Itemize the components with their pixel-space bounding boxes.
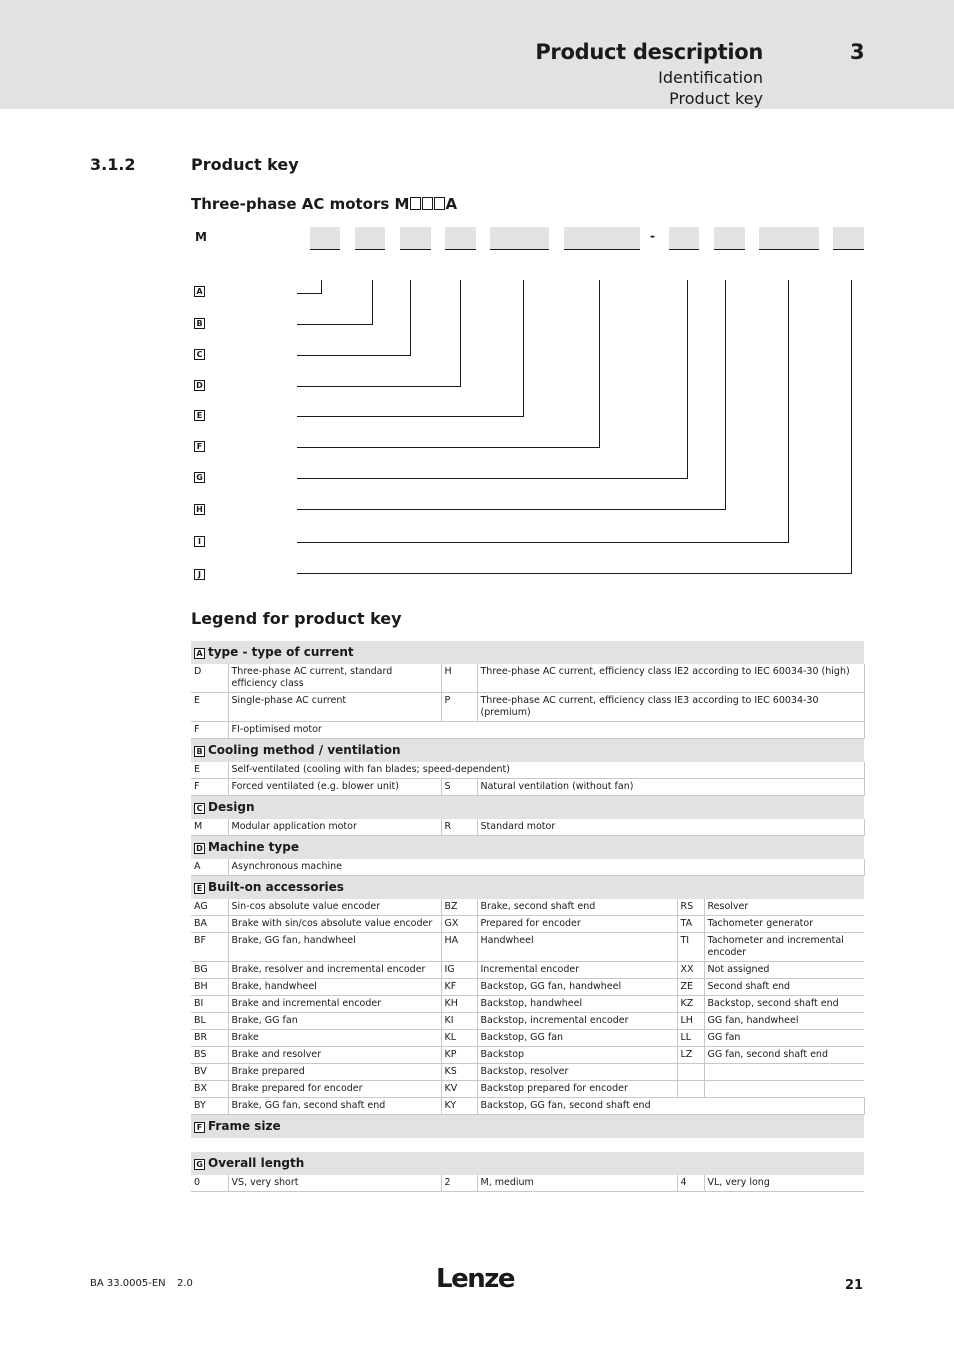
legend-code: D — [191, 664, 228, 693]
section-title: type - type of current — [208, 644, 354, 659]
legend-code: KS — [441, 1064, 477, 1081]
key-letter-a: A — [194, 286, 205, 297]
section-title: Built-on accessories — [208, 879, 344, 894]
legend-table — [191, 641, 865, 1192]
legend-description: Natural ventilation (without fan) — [477, 779, 864, 796]
connector-line — [297, 447, 600, 448]
legend-description: Brake and incremental encoder — [228, 996, 441, 1013]
legend-description: Three-phase AC current, efficiency class IE3 according to IEC 60034-30 (premium) — [477, 693, 864, 722]
key-letter-h: H — [194, 504, 205, 515]
section-title: Design — [208, 799, 255, 814]
legend-description: Backstop, resolver — [477, 1064, 677, 1081]
key-prefix: M — [195, 230, 207, 244]
section-key-letter: E — [194, 883, 205, 894]
legend-code: E — [191, 693, 228, 722]
legend-description — [704, 1064, 864, 1081]
placeholder-box — [410, 197, 421, 210]
legend-row — [191, 1175, 864, 1192]
legend-description: Backstop, handwheel — [477, 996, 677, 1013]
connector-line — [297, 324, 373, 325]
legend-code: S — [441, 779, 477, 796]
legend-description: Backstop, incremental encoder — [477, 1013, 677, 1030]
legend-code: KY — [441, 1098, 477, 1115]
section-title: Overall length — [208, 1155, 305, 1170]
connector-line — [321, 280, 322, 294]
legend-row — [191, 779, 864, 796]
legend-code: LL — [677, 1030, 704, 1047]
connector-line — [297, 478, 688, 479]
legend-code: BA — [191, 916, 228, 933]
legend-row — [191, 1098, 864, 1115]
section-title: Product key — [191, 155, 299, 174]
legend-code: KV — [441, 1081, 477, 1098]
legend-row — [191, 979, 864, 996]
key-letter-d: D — [194, 380, 205, 391]
key-slot-a — [310, 227, 340, 250]
key-letter-b: B — [194, 318, 205, 329]
section-key-letter: C — [194, 803, 205, 814]
legend-row — [191, 1081, 864, 1098]
legend-description: Three-phase AC current, standard efficiency class — [228, 664, 441, 693]
key-slot-h — [714, 227, 745, 250]
legend-code — [677, 1081, 704, 1098]
key-slot-f — [564, 227, 640, 250]
legend-code: BS — [191, 1047, 228, 1064]
legend-description: GG fan, handwheel — [704, 1013, 864, 1030]
legend-code: M — [191, 819, 228, 836]
section-title: Frame size — [208, 1118, 281, 1133]
key-slot-c — [400, 227, 431, 250]
legend-code: R — [441, 819, 477, 836]
page-number: 21 — [845, 1278, 864, 1293]
legend-code: KH — [441, 996, 477, 1013]
section-title: Cooling method / ventilation — [208, 742, 401, 757]
legend-section-header — [191, 1152, 864, 1175]
legend-description: Brake — [228, 1030, 441, 1047]
legend-code: KF — [441, 979, 477, 996]
connector-line — [788, 280, 789, 543]
legend-code: 4 — [677, 1175, 704, 1192]
connector-line — [851, 280, 852, 574]
legend-description: Three-phase AC current, efficiency class IE2 according to IEC 60034-30 (high) — [477, 664, 864, 693]
legend-section-header — [191, 739, 864, 763]
key-slot-e — [490, 227, 549, 250]
legend-description: GG fan — [704, 1030, 864, 1047]
legend-section-header — [191, 796, 864, 820]
legend-description: Brake, second shaft end — [477, 899, 677, 916]
legend-code: XX — [677, 962, 704, 979]
legend-code: BF — [191, 933, 228, 962]
legend-description: Not assigned — [704, 962, 864, 979]
legend-code: P — [441, 693, 477, 722]
legend-description: VL, very long — [704, 1175, 864, 1192]
connector-line — [410, 280, 411, 356]
key-letter-f: F — [194, 441, 205, 452]
section-number: 3.1.2 — [90, 155, 136, 174]
legend-code: BL — [191, 1013, 228, 1030]
legend-code: BR — [191, 1030, 228, 1047]
section-key-letter: F — [194, 1122, 205, 1133]
legend-section-header — [191, 876, 864, 900]
legend-code: ZE — [677, 979, 704, 996]
legend-description: Self-ventilated (cooling with fan blades; speed-dependent) — [228, 762, 864, 779]
legend-code: KZ — [677, 996, 704, 1013]
legend-code: 0 — [191, 1175, 228, 1192]
legend-code: BZ — [441, 899, 477, 916]
legend-row — [191, 1064, 864, 1081]
lenze-logo: Lenze — [436, 1264, 514, 1294]
section-title: Machine type — [208, 839, 299, 854]
legend-code: AG — [191, 899, 228, 916]
legend-code: A — [191, 859, 228, 876]
legend-code: BI — [191, 996, 228, 1013]
document-version: 2.0 — [177, 1278, 193, 1289]
legend-description: GG fan, second shaft end — [704, 1047, 864, 1064]
legend-code: KP — [441, 1047, 477, 1064]
connector-line — [297, 542, 789, 543]
header-subtitle-1: Identification — [658, 68, 763, 87]
document-id: BA 33.0005-EN — [90, 1278, 166, 1289]
legend-code: BV — [191, 1064, 228, 1081]
legend-description: Backstop, GG fan, second shaft end — [477, 1098, 864, 1115]
legend-code: F — [191, 722, 228, 739]
legend-description: Prepared for encoder — [477, 916, 677, 933]
legend-code: BG — [191, 962, 228, 979]
legend-description: Brake, GG fan, handwheel — [228, 933, 441, 962]
legend-description: Backstop prepared for encoder — [477, 1081, 677, 1098]
legend-description: VS, very short — [228, 1175, 441, 1192]
legend-code: KI — [441, 1013, 477, 1030]
placeholder-box — [422, 197, 433, 210]
connector-line — [297, 355, 411, 356]
legend-code: F — [191, 779, 228, 796]
legend-description: Second shaft end — [704, 979, 864, 996]
legend-code: HA — [441, 933, 477, 962]
legend-code: IG — [441, 962, 477, 979]
legend-description — [704, 1081, 864, 1098]
subtitle-suffix: A — [445, 195, 458, 213]
key-slot-d — [445, 227, 476, 250]
connector-line — [372, 280, 373, 325]
legend-description: Resolver — [704, 899, 864, 916]
subsection-title — [191, 195, 457, 213]
legend-description: Sin-cos absolute value encoder — [228, 899, 441, 916]
legend-row — [191, 762, 864, 779]
section-key-letter: D — [194, 843, 205, 854]
legend-description: Single-phase AC current — [228, 693, 441, 722]
legend-description: Tachometer generator — [704, 916, 864, 933]
legend-row — [191, 899, 864, 916]
connector-line — [297, 293, 322, 294]
legend-description: FI-optimised motor — [228, 722, 864, 739]
legend-description: Modular application motor — [228, 819, 441, 836]
legend-description: Incremental encoder — [477, 962, 677, 979]
legend-description: Brake, resolver and incremental encoder — [228, 962, 441, 979]
legend-code: BX — [191, 1081, 228, 1098]
legend-description: Asynchronous machine — [228, 859, 864, 876]
legend-description: Backstop, GG fan — [477, 1030, 677, 1047]
connector-line — [297, 386, 461, 387]
legend-title: Legend for product key — [191, 609, 402, 628]
section-spacer — [191, 1138, 864, 1152]
key-slot-b — [355, 227, 385, 250]
subtitle-prefix: Three-phase AC motors M — [191, 195, 410, 213]
legend-row — [191, 722, 864, 739]
placeholder-box — [434, 197, 445, 210]
legend-code: LH — [677, 1013, 704, 1030]
legend-code: LZ — [677, 1047, 704, 1064]
connector-line — [297, 416, 524, 417]
legend-code: RS — [677, 899, 704, 916]
key-letter-j: J — [194, 569, 205, 580]
key-letter-i: I — [194, 536, 205, 547]
legend-description: Backstop — [477, 1047, 677, 1064]
header-band — [0, 0, 954, 109]
legend-code: KL — [441, 1030, 477, 1047]
key-slot-i — [759, 227, 819, 250]
legend-description: Brake prepared for encoder — [228, 1081, 441, 1098]
legend-description: M, medium — [477, 1175, 677, 1192]
legend-description: Forced ventilated (e.g. blower unit) — [228, 779, 441, 796]
chapter-number: 3 — [850, 40, 865, 64]
legend-row — [191, 819, 864, 836]
section-key-letter: B — [194, 746, 205, 757]
legend-section-header — [191, 1115, 864, 1139]
connector-line — [599, 280, 600, 448]
section-key-letter: A — [194, 648, 205, 659]
page-title: Product description — [535, 40, 763, 64]
legend-code: BY — [191, 1098, 228, 1115]
legend-row — [191, 996, 864, 1013]
legend-row — [191, 693, 864, 722]
connector-line — [297, 573, 852, 574]
connector-line — [523, 280, 524, 417]
legend-code — [677, 1064, 704, 1081]
connector-line — [725, 280, 726, 510]
key-letter-c: C — [194, 349, 205, 360]
legend-description: Brake, GG fan, second shaft end — [228, 1098, 441, 1115]
legend-description: Brake, handwheel — [228, 979, 441, 996]
legend-description: Tachometer and incremental encoder — [704, 933, 864, 962]
legend-row — [191, 933, 864, 962]
connector-line — [297, 509, 726, 510]
key-letter-e: E — [194, 410, 205, 421]
legend-description: Standard motor — [477, 819, 864, 836]
legend-description: Brake prepared — [228, 1064, 441, 1081]
connector-line — [687, 280, 688, 479]
legend-code: GX — [441, 916, 477, 933]
legend-description: Backstop, GG fan, handwheel — [477, 979, 677, 996]
key-slot-j — [833, 227, 864, 250]
legend-description: Backstop, second shaft end — [704, 996, 864, 1013]
legend-description: Brake, GG fan — [228, 1013, 441, 1030]
legend-row — [191, 1047, 864, 1064]
legend-row — [191, 916, 864, 933]
legend-code: H — [441, 664, 477, 693]
legend-description: Brake with sin/cos absolute value encoder — [228, 916, 441, 933]
legend-code: BH — [191, 979, 228, 996]
key-letter-g: G — [194, 472, 205, 483]
legend-code: TI — [677, 933, 704, 962]
legend-section-header — [191, 836, 864, 860]
legend-code: TA — [677, 916, 704, 933]
legend-row — [191, 664, 864, 693]
legend-row — [191, 1030, 864, 1047]
key-separator: - — [650, 229, 655, 243]
legend-description: Handwheel — [477, 933, 677, 962]
legend-row — [191, 859, 864, 876]
key-slot-g — [669, 227, 699, 250]
legend-row — [191, 962, 864, 979]
section-key-letter: G — [194, 1159, 205, 1170]
legend-section-header — [191, 641, 864, 664]
header-subtitle-2: Product key — [669, 89, 763, 108]
legend-row — [191, 1013, 864, 1030]
legend-code: 2 — [441, 1175, 477, 1192]
connector-line — [460, 280, 461, 387]
legend-code: E — [191, 762, 228, 779]
legend-description: Brake and resolver — [228, 1047, 441, 1064]
